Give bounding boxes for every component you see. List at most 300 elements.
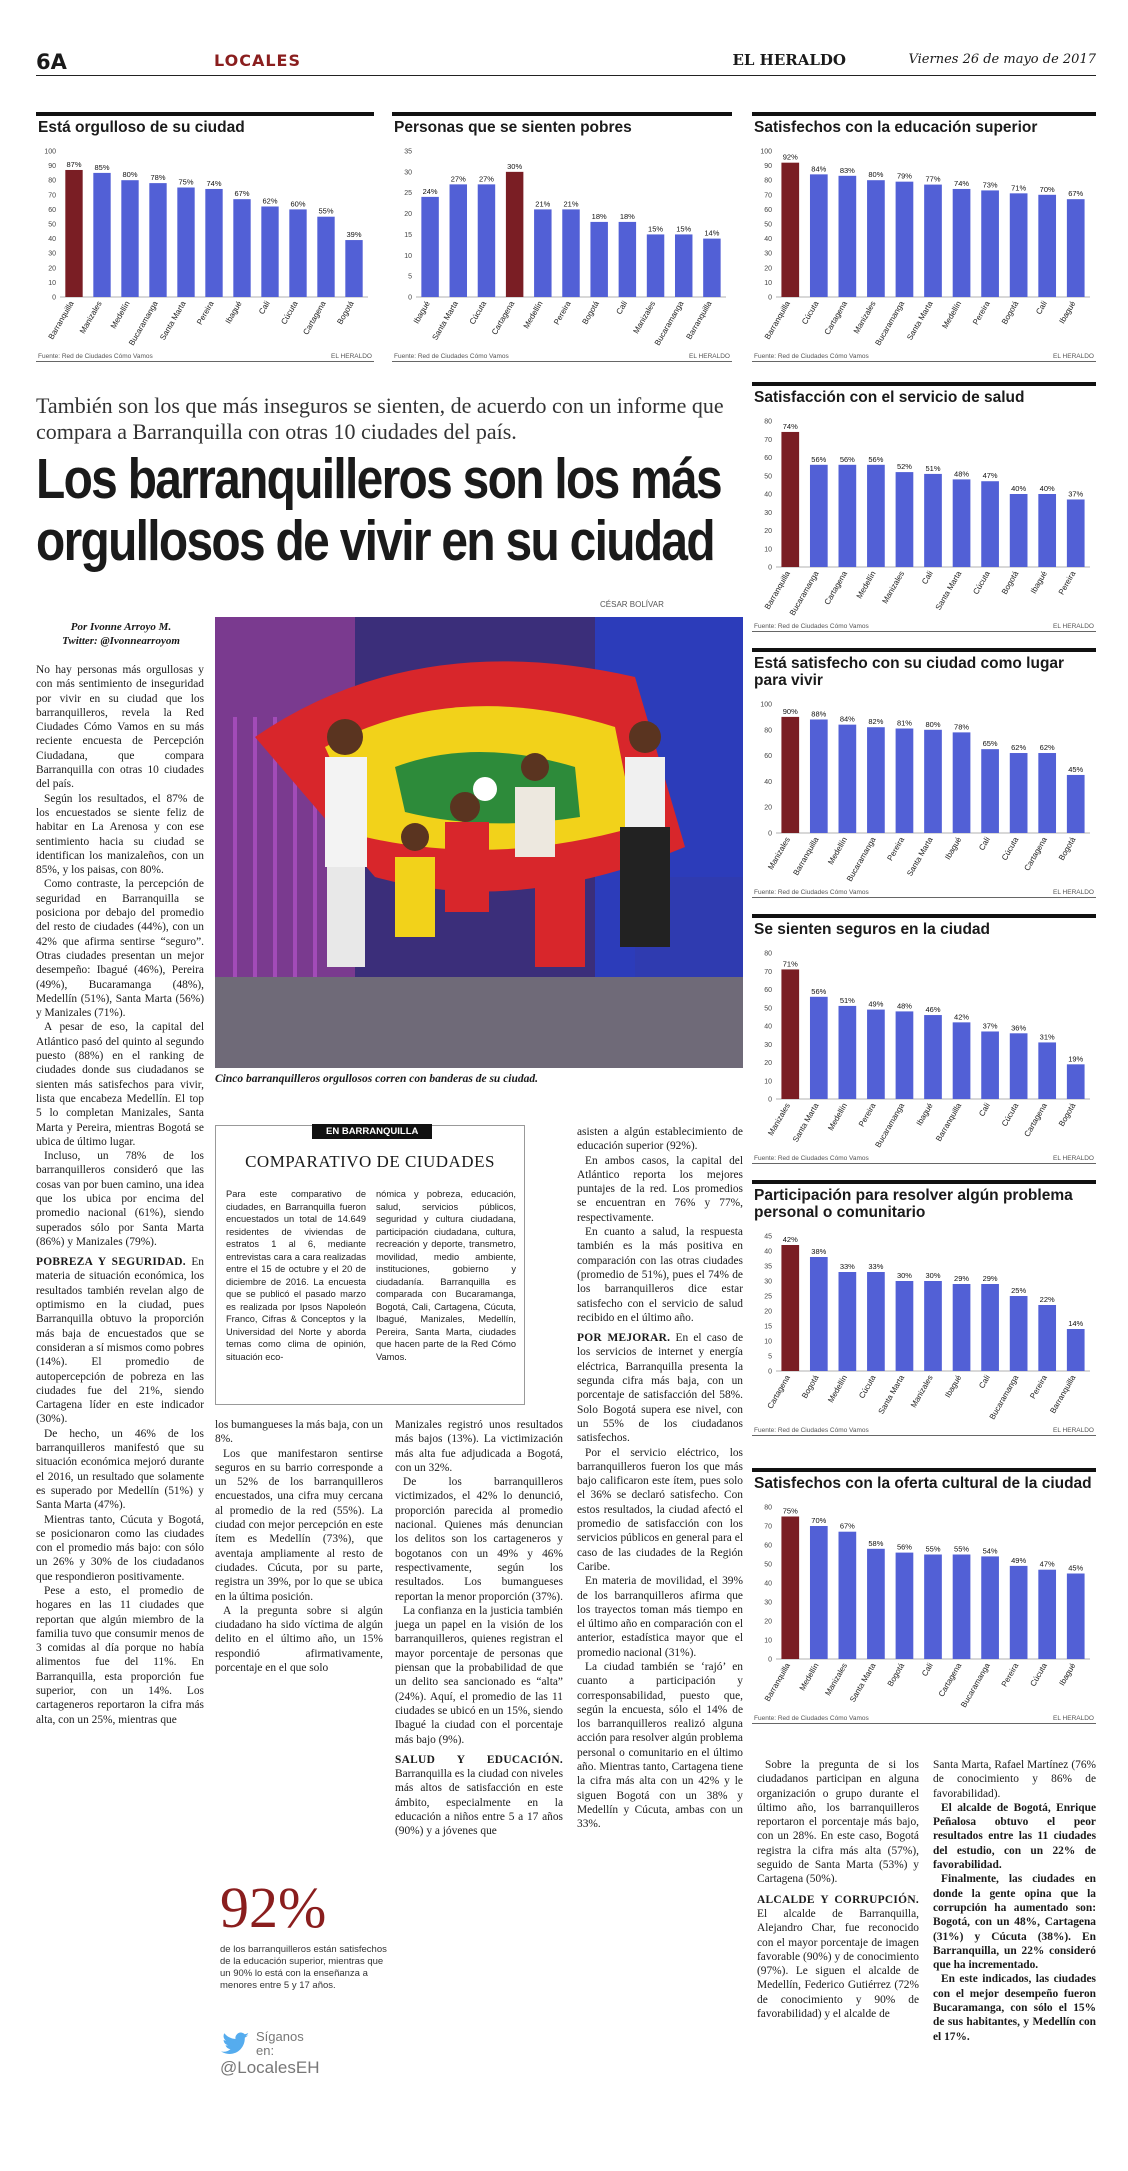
bar [93,173,110,297]
category-label: Bucaramanga [987,1373,1021,1422]
bar-value-label: 18% [619,211,635,221]
y-tick-label: 60 [764,1542,772,1550]
category-label: Cali [920,1661,935,1678]
paragraph: Los que manifestaron sentirse seguros en su barrio corresponde a un 52% de los barranquilleros encuestados, una cifra muy cercana al promedio de la red (55%). La ciudad con mejor percepción en este ítem es Medellín (73%), que aventaja ampliamente al resto de ciudades. Cúcuta, por su parte, registra un 39%, por lo que se ubica en la última posición. [215,1447,383,1603]
category-label: Ibagué [1057,299,1078,326]
page-header [36,46,1096,76]
category-label: Cúcuta [467,299,489,326]
category-label: Ibagué [1057,1661,1078,1688]
category-label: Pereira [195,299,216,327]
category-label: Ibagué [1028,569,1049,596]
y-tick-label: 45 [764,1233,772,1241]
bar-value-label: 74% [782,421,798,431]
bar [1010,494,1028,567]
paragraph: Por el servicio eléctrico, los barranquilleros fueron los que más bajo calificaron este ítem, pues solo el 36% se declaró satisfecho. Con estos resultados, la ciudad afectó el promedio de satisfacción con los servicios públicos en general para el caso de las ciudades de la Región Caribe. [577,1446,743,1573]
bar [450,184,467,297]
paragraph: Como contraste, la percepción de seguridad en Barranquilla se posiciona por debajo del promedio del resto de ciudades (44%), con un 42% que afirma sentirse “seguro”. Otras ciudades presentan un mejor desempeño: Ibagué (46%), Pereira (49%), Bucaramanga (48%), Medellín (51%), Santa Marta (56%) y Manizales (71%). [36,878,204,1020]
y-tick-label: 10 [48,279,56,287]
y-tick-label: 35 [764,1263,772,1271]
category-label: Medellín [521,299,545,331]
category-label: Cartagena [489,299,517,337]
y-tick-label: 90 [764,163,772,171]
bar-value-label: 87% [66,159,82,169]
paragraph: En este indicados, las ciudades con el mejor desempeño fueron Bucaramanga, con sólo el 15% de sus habitantes, y Medellín con el 17%. [933,1973,1096,2043]
y-tick-label: 90 [48,163,56,171]
category-label: Cartagena [1022,1101,1049,1139]
bar-value-label: 73% [982,180,998,190]
bar [1067,1064,1085,1099]
bar-value-label: 39% [346,230,362,240]
category-label: Santa Marta [933,569,964,612]
bar [953,1284,971,1371]
bar-value-label: 27% [478,174,494,184]
category-label: Bogotá [580,299,601,326]
y-tick-label: 10 [764,1338,772,1346]
paragraph: Incluso, un 78% de los barranquilleros consideró que las cosas van por buen camino, una idea que los ubica por encima del promedio nacional (61%), siendo superados sólo por Santa Marta (86%) y Manizales (79%). [36,1150,204,1248]
y-tick-label: 40 [764,778,772,786]
bar-value-label: 37% [982,1021,998,1031]
bar-value-label: 33% [839,1262,855,1271]
y-tick-label: 80 [764,177,772,185]
paragraph: Manizales registró unos resultados más bajos (13%). La victimización más alta fue adjudicada a Bogotá, con un 32%. [395,1419,563,1474]
category-label: Cali [977,835,992,852]
category-label: Medellín [854,569,878,601]
bar [810,174,828,297]
bar-value-label: 27% [450,174,466,184]
y-tick-label: 70 [764,436,772,444]
chart-brand: EL HERALDO [331,353,372,360]
bar [619,222,636,297]
category-label: Cartagena [936,1661,964,1699]
article-column-3 [395,1418,563,1839]
bar [1067,499,1085,567]
y-tick-label: 20 [764,1308,772,1316]
y-tick-label: 30 [764,509,772,517]
paragraph: De los barranquilleros victimizados, el 42% lo denunció, proporción parecida al promedio nacional. Quienes más denuncian los delitos son los cartageneros y bogotanos con un 49% y 46% respectivamente, según los resultados. Los bumangueses reportan la menor proporción (37%). [395,1476,563,1603]
category-label: Pereira [999,1661,1021,1689]
section-name: LOCALES [214,51,301,70]
newspaper-name: EL HERALDO [732,51,846,69]
category-label: Santa Marta [430,299,461,342]
subsection-paragraph: POBREZA Y SEGURIDAD. En materia de situación económica, los resultados también revelan algo de optimismo en la ciudad, pues Barranquilla obtuvo la proporción más baja de encuestados que se consideran a sí mismos como pobres (14%). El promedio de autopercepción de pobreza en las ciudades fue del 21%, siendo Cartagena líder en este indicador (30%). [36,1256,204,1426]
bar [981,481,999,567]
category-label: Manizales [823,1661,850,1698]
y-tick-label: 20 [764,528,772,535]
category-label: Santa Marta [848,1661,878,1704]
y-tick-label: 80 [764,1504,772,1512]
y-tick-label: 30 [764,1599,772,1607]
box-tag: EN BARRANQUILLA [312,1124,432,1139]
bar [839,465,857,567]
y-tick-label: 70 [764,968,772,976]
y-tick-label: 70 [764,192,772,200]
bar [953,732,971,833]
bar-value-label: 83% [839,165,855,175]
chart-brand: EL HERALDO [1053,1155,1094,1162]
twitter-label: Síganos en: [256,2029,304,2058]
byline [36,620,206,648]
y-tick-label: 15 [404,231,412,239]
bar [810,1526,828,1659]
y-tick-label: 25 [764,1293,772,1301]
bar-value-label: 80% [122,170,138,180]
category-label: Manizales [908,1373,935,1410]
chart-brand: EL HERALDO [1053,1427,1094,1434]
category-label: Bogotá [335,299,356,326]
y-tick-label: 70 [48,192,56,200]
category-label: Pereira [1056,569,1078,597]
y-tick-label: 50 [764,1005,772,1013]
bar-value-label: 54% [982,1546,998,1556]
subhead: ALCALDE Y CORRUPCIÓN. [757,1893,919,1906]
y-tick-label: 80 [764,950,772,958]
bar-value-label: 65% [982,739,998,749]
chart-brand: EL HERALDO [689,353,730,360]
bar [839,725,857,833]
bar [896,729,914,833]
category-label: Santa Marta [876,1373,907,1416]
bar-value-label: 52% [896,462,912,472]
bar [867,180,885,297]
y-tick-label: 30 [48,250,56,258]
bar-value-label: 48% [954,469,970,479]
category-label: Bogotá [999,299,1021,326]
chart-title: Personas que se sienten pobres [394,119,632,136]
bar [953,189,971,297]
subhead: POR MEJORAR. [577,1332,671,1345]
bar [953,1022,971,1099]
chart-cultura [752,1468,1096,1724]
paragraph: La confianza en la justicia también juega un papel en la visión de los barranquilleros, quienes registran el mayor porcentaje de personas que piensan que la probabilidad de que un delito sea sancionado es “alta” (24%). Aquí, el promedio de las 11 ciudades se ubicó en un 15%, siendo Ibagué la ciudad con el porcentaje más bajo (9%). [395,1604,563,1746]
bar [781,969,799,1099]
y-tick-label: 60 [764,455,772,462]
y-tick-label: 30 [764,250,772,258]
y-tick-label: 80 [48,177,56,185]
bar-value-label: 25% [1011,1286,1027,1295]
article-column-5 [757,1758,919,2021]
paragraph: Según los resultados, el 87% de los encuestados se siente feliz de habitar en La Arenosa y con ese sentimiento hacia su ciudad se identifican los manizaleños, con un 85%, y los paisas, con 80%. [36,792,204,877]
y-tick-label: 20 [404,211,412,219]
y-tick-label: 80 [764,727,772,735]
y-tick-label: 100 [760,148,772,156]
y-tick-label: 20 [764,265,772,273]
category-label: Cúcuta [999,1101,1021,1128]
bar-value-label: 82% [868,717,884,727]
subsection-paragraph: POR MEJORAR. En el caso de los servicios de internet y energía eléctrica, Barranquilla presenta la segunda cifra más baja, con un porcentaje de satisfacción del 58%. Solo Bogotá supera ese nivel, con un 55% de los ciudadanos satisfechos. [577,1332,744,1445]
bar-value-label: 24% [422,186,438,196]
y-tick-label: 100 [44,148,56,156]
bar-value-label: 60% [290,199,306,209]
chart-seguridad [752,914,1096,1164]
bar [65,170,82,297]
bar [1038,1042,1056,1099]
bar-value-label: 67% [839,1521,855,1531]
twitter-handle: @LocalesEH [220,2058,320,2077]
bar-value-label: 75% [782,1506,798,1516]
y-tick-label: 0 [768,1656,772,1664]
y-tick-label: 30 [764,1278,772,1286]
category-label: Medellín [826,1101,850,1133]
category-label: Medellín [940,299,964,331]
y-tick-label: 20 [764,1618,772,1626]
category-label: Cali [920,569,935,586]
category-label: Manizales [631,299,658,336]
category-label: Bucaramanga [873,1101,907,1150]
bar-value-label: 56% [839,454,855,464]
bar [1010,1033,1028,1099]
bar-value-label: 46% [925,1005,941,1015]
category-label: Medellín [797,1661,821,1693]
paragraph: En materia de movilidad, el 39% de los barranquilleros afirma que los trayectos toman más tiempo en el último año en comparación con el anterior, estadística mayor que el promedio nacional (31%). [577,1575,743,1659]
bar-value-label: 15% [648,224,664,234]
category-label: Cali [1034,299,1049,316]
bar-value-label: 51% [839,995,855,1005]
category-label: Cali [977,1373,992,1390]
bar-value-label: 56% [811,454,827,464]
bar [839,1272,857,1371]
category-label: Barranquilla [791,835,821,877]
chart-plot [752,690,1096,885]
page-number: 6A [36,50,67,74]
bar [317,217,334,297]
bar-value-label: 49% [1011,1555,1027,1565]
category-label: Bogotá [800,1373,821,1400]
bar-value-label: 70% [1039,184,1055,194]
bar [981,749,999,833]
article-column-4 [577,1125,743,1832]
chart-source: Fuente: Red de Ciudades Cómo Vamos [754,353,869,360]
category-label: Barranquilla [762,569,793,611]
paragraph: A pesar de eso, la capital del Atlántico pasó del quinto al segundo puesto (88%) en el ranking de ciudades donde sus ciudadanos se sienten más satisfechos para vivir, lista que encabeza Medellín. El top 5 lo completan Manizales, Santa Marta y Pereira, mientras Bogotá se ubica de último lugar. [36,1021,204,1148]
y-tick-label: 0 [768,1096,772,1104]
category-label: Barranquilla [46,299,76,341]
subhead: SALUD Y EDUCACIÓN. [395,1753,563,1766]
bar [896,1553,914,1659]
bar-value-label: 67% [1068,189,1084,199]
category-label: Barranquilla [762,1661,793,1703]
chart-source: Fuente: Red de Ciudades Cómo Vamos [394,353,509,360]
bar-value-label: 30% [896,1271,912,1280]
category-label: Bogotá [1056,1101,1078,1128]
article-column-1 [36,663,204,1727]
category-label: Santa Marta [905,835,935,878]
bar-value-label: 62% [1039,743,1055,753]
chart-title: Participación para resolver algún problema personal o comunitario [754,1187,1073,1221]
box-title: COMPARATIVO DE CIUDADES [245,1152,495,1171]
big-stat: 92% [220,1875,327,1940]
paragraph: De hecho, un 46% de los barranquilleros manifestó que su situación económica mejoró durante el 2016, un resultado que solamente es superado por Medellín (51%) y Santa Marta (47%). [36,1427,204,1512]
bar [647,234,664,297]
category-label: Pereira [1028,1373,1049,1401]
bar [981,1284,999,1371]
paragraph: A la pregunta sobre si algún ciudadano ha sido víctima de algún delito en el último año, un 15% respondió afirmativamente, porcentaje en el que solo [215,1604,383,1675]
category-label: Barranquilla [934,1101,964,1143]
main-photo [215,617,743,1068]
bar [205,189,222,297]
bar-value-label: 79% [896,171,912,181]
bar-value-label: 56% [868,454,884,464]
bar [421,197,438,297]
bar-value-label: 51% [925,463,941,473]
y-tick-label: 5 [408,273,412,281]
category-label: Bucaramanga [873,299,907,348]
chart-source: Fuente: Red de Ciudades Cómo Vamos [754,1427,869,1434]
article-column-6 [933,1758,1096,2044]
bar [839,1006,857,1099]
y-tick-label: 30 [764,1041,772,1049]
bar-value-label: 56% [896,1542,912,1552]
bar-value-label: 30% [925,1271,941,1280]
chart-source: Fuente: Red de Ciudades Cómo Vamos [754,1155,869,1162]
y-tick-label: 80 [764,418,772,426]
category-label: Bogotá [1056,835,1078,862]
y-tick-label: 100 [760,701,772,709]
category-label: Cúcuta [1028,1661,1049,1688]
category-label: Bucaramanga [652,299,686,348]
bar-value-label: 29% [954,1274,970,1283]
bar-value-label: 21% [563,199,579,209]
category-label: Ibagué [943,1373,964,1400]
issue-date: Viernes 26 de mayo de 2017 [908,52,1096,67]
y-tick-label: 0 [768,294,772,302]
bar [781,1245,799,1371]
y-tick-label: 60 [764,206,772,214]
chart-plot [752,407,1096,619]
bar [1010,1296,1028,1371]
bar-value-label: 58% [868,1538,884,1548]
bar-value-label: 55% [954,1544,970,1554]
bar-value-label: 62% [262,196,278,206]
bar-value-label: 38% [811,1247,827,1256]
bar-value-label: 45% [1068,1563,1084,1573]
comparativo-box [215,1125,525,1405]
chart-salud [752,382,1096,632]
deck: También son los que más inseguros se sienten, de acuerdo con un informe que compara a Barranquilla con otras 10 ciudades del país. [36,393,724,444]
bar-value-label: 47% [1039,1559,1055,1569]
category-label: Manizales [880,569,907,606]
bar [810,997,828,1099]
y-tick-label: 50 [764,221,772,229]
bar [149,183,166,297]
chart-educacion [752,112,1096,362]
y-tick-label: 5 [768,1353,772,1361]
bar [981,190,999,297]
big-stat-text: de los barranquilleros están satisfechos de la educación superior, mientras que un 90% lo está con la enseñanza a menores entre 5 y 17 años. [220,1944,387,1991]
y-tick-label: 0 [768,1368,772,1376]
category-label: Ibagué [943,835,964,862]
paragraph: los bumangueses la más baja, con un 8%. [215,1419,383,1446]
bar-value-label: 48% [896,1001,912,1011]
category-label: Pereira [885,835,907,863]
bar-value-label: 74% [954,178,970,188]
bar-value-label: 67% [234,189,250,199]
author-twitter: Twitter: @Ivonnearroyom [62,635,180,647]
bar-value-label: 77% [925,174,941,184]
chart-title: Satisfacción con el servicio de salud [754,389,1025,406]
bar [261,206,278,297]
headline-line-2: orgullosos de vivir en su ciudad [36,509,714,573]
category-label: Cúcuta [279,299,300,326]
bar-value-label: 71% [1011,183,1027,193]
y-tick-label: 40 [48,236,56,244]
bar [896,1281,914,1371]
category-label: Barranquilla [1048,1373,1078,1415]
y-tick-label: 0 [52,294,56,302]
bar [810,465,828,567]
headline [36,447,721,573]
bar [1038,494,1056,567]
chart-title: Se sienten seguros en la ciudad [754,921,991,938]
bar-value-label: 78% [954,722,970,732]
bar [1010,1566,1028,1659]
y-tick-label: 35 [404,148,412,156]
bar [781,1517,799,1660]
chart-brand: EL HERALDO [1053,1715,1094,1722]
category-label: Cúcuta [800,299,821,326]
bar [924,474,942,567]
bar-value-label: 22% [1039,1295,1055,1304]
chart-plot [752,939,1096,1151]
bar [289,209,306,297]
bar-value-label: 80% [925,719,941,729]
bar [839,1532,857,1659]
category-label: Medellín [826,1373,850,1405]
bar-value-label: 88% [811,709,827,719]
bar-value-label: 55% [318,206,334,216]
y-tick-label: 60 [48,206,56,214]
category-label: Pereira [552,299,573,327]
chart-plot [752,137,1096,349]
bar-value-label: 74% [206,178,222,188]
paragraph: La ciudad también se ‘rajó’ en cuanto a participación y corresponsabilidad, puesto que, según la encuesta, sólo el 14% de los barranquilleros realizó alguna acción para resolver algún problema personal o comunitario en el último año. Mientras tanto, Cartagena tiene la cifra más alta con un 42% y le siguen Bogotá con un 38% y Medellín y Cúcuta, ambas con un 33%. [577,1660,743,1831]
y-tick-label: 20 [48,265,56,273]
y-tick-label: 40 [764,1580,772,1588]
bar [1038,753,1056,833]
bar [345,240,362,297]
chart-brand: EL HERALDO [1053,889,1094,896]
subsection-paragraph: ALCALDE Y CORRUPCIÓN. El alcalde de Barranquilla, Alejandro Char, fue reconocido con el mayor porcentaje de imagen favorable (90%) y de conocimiento (97%). Le siguen el alcalde de Medellín, Federico Gutiérrez (72% de conocimiento y 90% de favorabilidad) y el alcalde de [757,1893,919,2021]
bar-value-label: 37% [1068,489,1084,499]
category-label: Cali [977,1101,992,1118]
chart-source: Fuente: Red de Ciudades Cómo Vamos [754,623,869,630]
bar-value-label: 92% [782,152,798,162]
bar-value-label: 40% [1011,484,1027,493]
category-label: Medellín [108,299,132,331]
bar-value-label: 84% [811,164,827,174]
twitter-follow[interactable] [220,2030,319,2078]
bar [478,184,495,297]
y-tick-label: 30 [404,169,412,177]
y-tick-label: 0 [768,564,772,572]
bar [781,163,799,297]
category-label: Cali [257,299,272,316]
twitter-bird-icon [220,2032,250,2058]
bar-value-label: 36% [1011,1023,1027,1033]
bar-value-label: 78% [150,173,166,183]
bar [867,1010,885,1099]
bar [177,188,194,298]
category-label: Pereira [856,1101,878,1129]
category-label: Ibagué [914,1101,935,1128]
bar-value-label: 14% [704,228,720,238]
bar [781,717,799,833]
bar [924,1555,942,1660]
bar-value-label: 42% [954,1012,970,1022]
bar-value-label: 62% [1011,743,1027,753]
category-label: Ibagué [223,299,244,326]
chart-plot [392,137,732,349]
bar-value-label: 14% [1068,1319,1084,1328]
